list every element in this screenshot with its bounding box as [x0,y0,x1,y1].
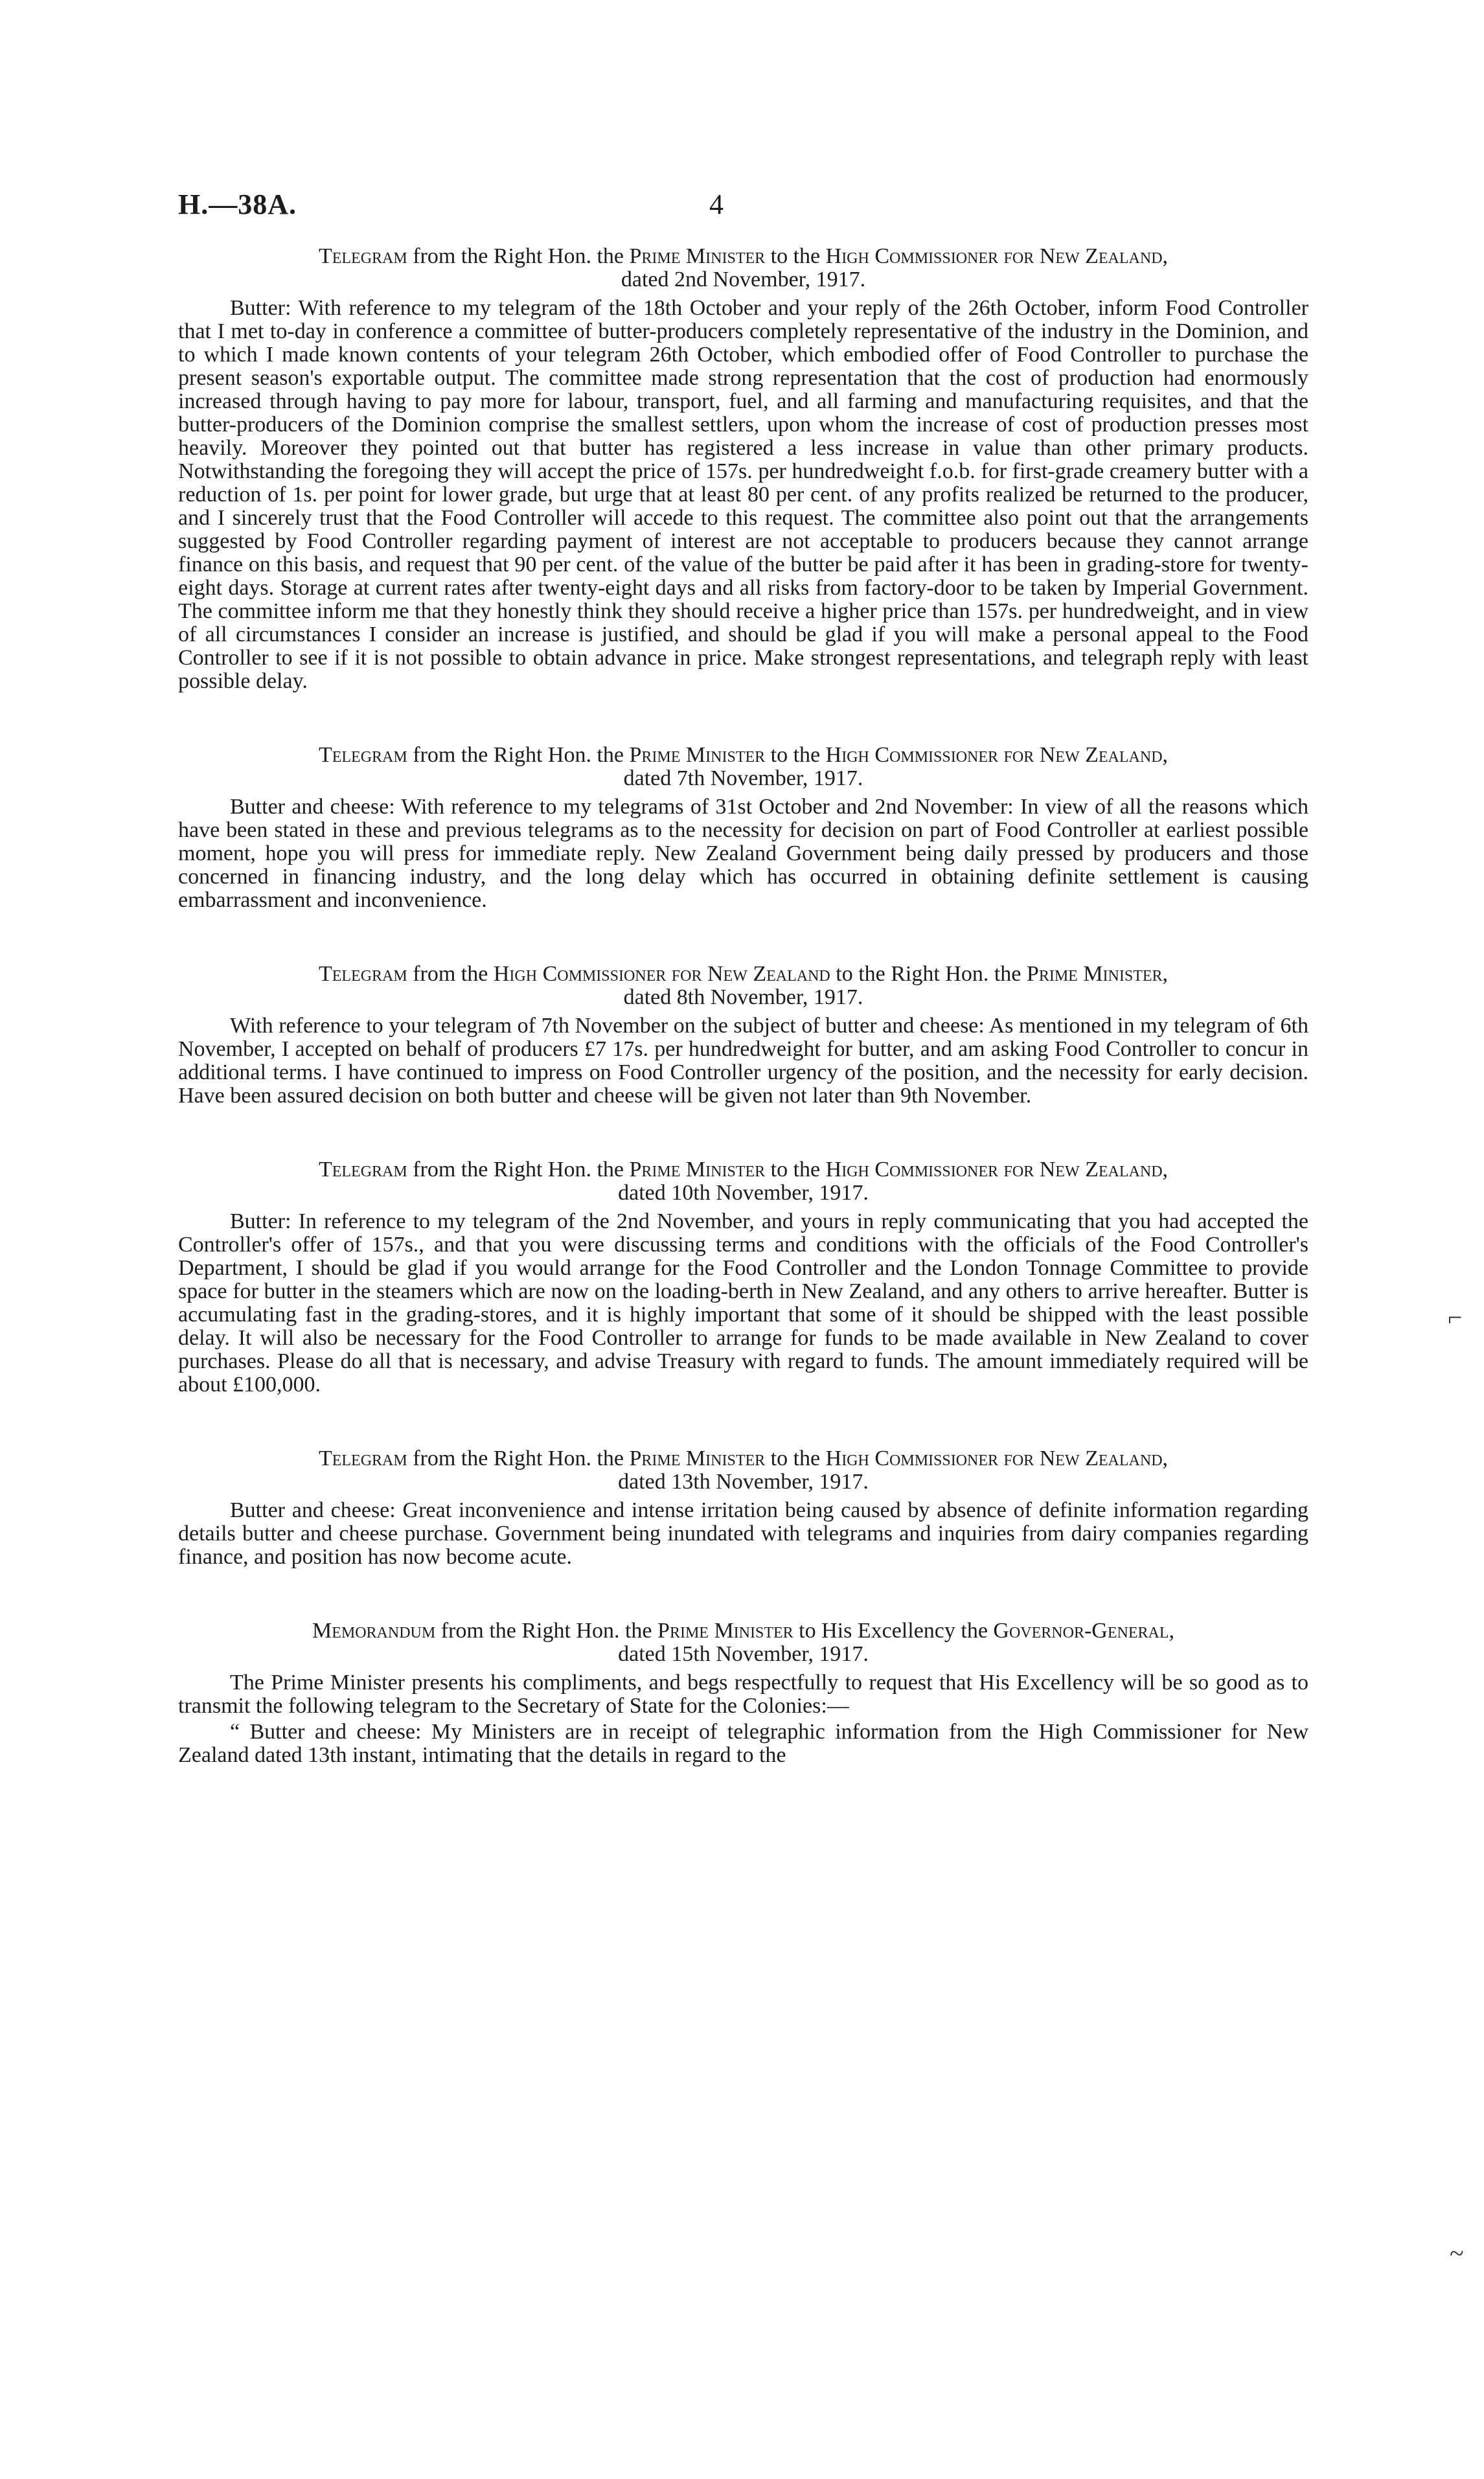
section-heading: Telegram from the Right Hon. the Prime Minister to the High Commissioner for New Zealand, dated 2nd November, 1917. [178,245,1308,291]
section-date: dated 7th November, 1917. [623,766,863,790]
section-date: dated 13th November, 1917. [618,1470,869,1494]
section-heading: Memorandum from the Right Hon. the Prime Minister to His Excellency the Governor-General, dated 15th November, 1917. [178,1619,1308,1666]
document-body [178,245,1308,1818]
section-heading: Telegram from the Right Hon. the Prime Minister to the High Commissioner for New Zealand, dated 10th November, 1917. [178,1158,1308,1205]
page-header [178,188,1308,227]
section-body: Butter: With reference to my telegram of the 18th October and your reply of the 26th October, inform Food Controller that I met to-day in conference a committee of butter-producers completely representative of the industry in the Dominion, and to which I made known contents of your telegram 26th October, which embodied offer of Food Controller to purchase the present season's exportable output. The committee made strong representation that the cost of production had enormously increased through having to pay more for labour, transport, fuel, and all farming and manufacturing requisites, and that the butter-producers of the Dominion comprise the smallest settlers, upon whom the increase of cost of production presses most heavily. Moreover they pointed out that butter has registered a less increase in value than other primary products. Notwithstanding the foregoing they will accept the price of 157s. per hundredweight f.o.b. for first-grade creamery butter with a reduction of 1s. per point for lower grade, but urge that at least 80 per cent. of any profits realized be returned to the producer, and I sincerely trust that the Food Controller will accede to this request. The committee also point out that the arrangements suggested by Food Controller regarding payment of interest are not acceptable to producers because they cannot arrange finance on this basis, and request that 90 per cent. of the value of the butter be paid after it has been in grading-store for twenty-eight days. Storage at current rates after twenty-eight days and all risks from factory-door to be taken by Imperial Government. The committee inform me that they honestly think they should receive a higher price than 157s. per hundredweight, and in view of all circumstances I consider an increase is justified, and should be glad if you will make a personal appeal to the Food Controller to see if it is not possible to obtain advance in price. Make strongest representations, and telegraph reply with least possible delay. [178,296,1308,693]
section-body: Butter and cheese: With reference to my telegrams of 31st October and 2nd November: In view of all the reasons which have been stated in these and previous telegrams as to the necessity for decision on part of Food Controller at earliest possible moment, hope you will press for immediate reply. New Zealand Government being daily pressed by producers and those concerned in financing industry, and the long delay which has occurred in obtaining definite settlement is causing embarrassment and inconvenience. [178,795,1308,912]
page-number: 4 [709,188,724,220]
section-heading: Telegram from the Right Hon. the Prime Minister to the High Commissioner for New Zealand, dated 7th November, 1917. [178,744,1308,790]
section-body: Butter: In reference to my telegram of the 2nd November, and yours in reply communicating that you had accepted the Controller's offer of 157s., and that you were discussing terms and conditions with the officials of the Food Controller's Department, I should be glad if you would arrange for the Food Controller and the London Tonnage Committee to provide space for butter in the steamers which are now on the loading-berth in New Zealand, and any others to arrive hereafter. Butter is accumulating fast in the grading-stores, and it is highly important that some of it should be shipped with the least possible delay. It will also be necessary for the Food Controller to arrange for funds to be made available in New Zealand to cover purchases. Please do all that is necessary, and advise Treasury with regard to funds. The amount immediately required will be about £100,000. [178,1209,1308,1397]
section-date: dated 2nd November, 1917. [621,268,866,291]
margin-mark: ~ [1450,2239,1464,2268]
section-heading: Telegram from the High Commissioner for New Zealand to the Right Hon. the Prime Minister, dated 8th November, 1917. [178,963,1308,1009]
section-body: With reference to your telegram of 7th November on the subject of butter and cheese: As mentioned in my telegram of 6th November, I accepted on behalf of producers £7 17s. per hundredweight for butter, and am asking Food Controller to concur in additional terms. I have continued to impress on Food Controller urgency of the position, and the necessity for early decision. Have been assured decision on both butter and cheese will be given not later than 9th November. [178,1014,1308,1108]
page-reference: H.—38A. [178,188,297,220]
quoted-telegram: “ Butter and cheese: My Ministers are in receipt of telegraphic information from the High Commissioner for New Zealand dated 13th instant, intimating that the details in regard to the [178,1720,1308,1767]
section-date: dated 8th November, 1917. [623,985,863,1009]
section-date: dated 15th November, 1917. [618,1642,869,1666]
section-heading: Telegram from the Right Hon. the Prime Minister to the High Commissioner for New Zealand, dated 13th November, 1917. [178,1447,1308,1494]
memorandum-section [178,1619,1308,1767]
margin-mark: ⌐ [1448,1303,1463,1332]
telegram-section [178,245,1308,693]
telegram-section [178,1158,1308,1397]
section-body: Butter and cheese: Great inconvenience and intense irritation being caused by absence of definite information regarding details butter and cheese purchase. Government being inundated with telegrams and inquiries from dairy companies regarding finance, and position has now become acute. [178,1498,1308,1569]
section-body: The Prime Minister presents his compliments, and begs respectfully to request that His Excellency will be so good as to transmit the following telegram to the Secretary of State for the Colonies:— [178,1671,1308,1718]
telegram-section [178,963,1308,1108]
telegram-section [178,744,1308,912]
telegram-section [178,1447,1308,1569]
section-date: dated 10th November, 1917. [618,1181,869,1205]
